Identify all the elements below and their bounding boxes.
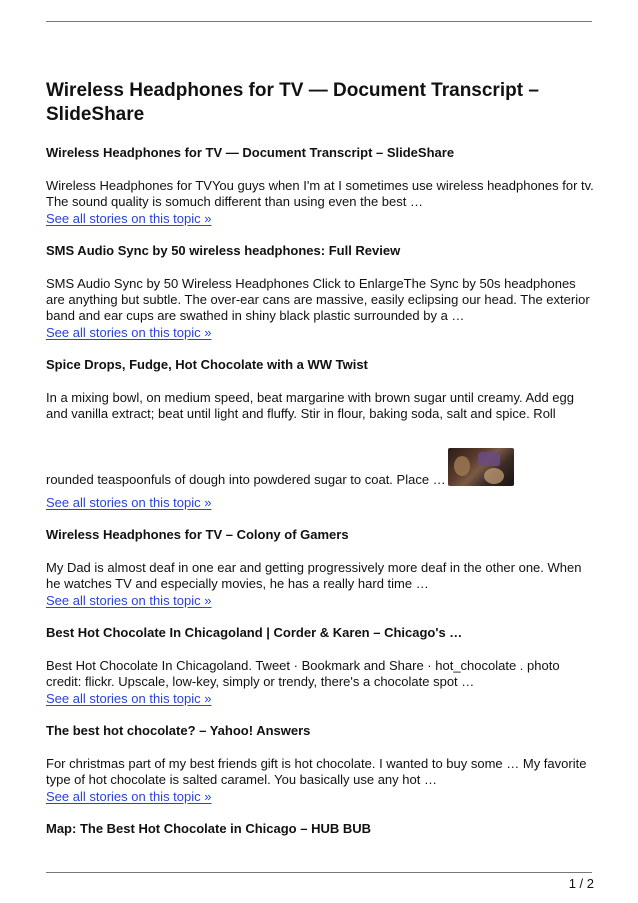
- see-all-stories-link[interactable]: See all stories on this topic »: [46, 593, 212, 608]
- story-heading: Wireless Headphones for TV — Document Transcript – SlideShare: [46, 145, 455, 160]
- see-all-stories-link[interactable]: See all stories on this topic »: [46, 789, 212, 804]
- story-spacer: [46, 422, 594, 448]
- story-thumbnail-image[interactable]: [448, 448, 514, 486]
- story-body: In a mixing bowl, on medium speed, beat margarine with brown sugar until creamy. Add egg and vanilla extract; beat until light and fluffy. Stir in flour, baking soda, salt and spice. Roll: [46, 390, 574, 421]
- story-heading: Spice Drops, Fudge, Hot Chocolate with a WW Twist: [46, 357, 368, 372]
- see-all-stories-link[interactable]: See all stories on this topic »: [46, 325, 212, 340]
- story-body: SMS Audio Sync by 50 Wireless Headphones Click to EnlargeThe Sync by 50s headphones are anything but subtle. The over-ear cans are massive, easily eclipsing our head. The exterior band and ear cups are swathed in shiny black plastic surrounded by a …: [46, 276, 590, 323]
- story-heading: Best Hot Chocolate In Chicagoland | Corder & Karen – Chicago's …: [46, 625, 463, 640]
- story-body: For christmas part of my best friends gift is hot chocolate. I wanted to buy some … My favorite type of hot chocolate is salted caramel. You basically use any hot …: [46, 756, 587, 787]
- story-item: [46, 625, 594, 723]
- story-body-text: rounded teaspoonfuls of dough into powdered sugar to coat. Place …: [46, 472, 446, 487]
- story-item: [46, 243, 594, 357]
- story-item: [46, 723, 594, 821]
- thumb-detail: [478, 452, 500, 466]
- story-spacer: [46, 488, 594, 494]
- story-body: Wireless Headphones for TVYou guys when I'm at I sometimes use wireless headphones for tv. The sound quality is somuch different than using even the best …: [46, 178, 594, 209]
- story-heading: Map: The Best Hot Chocolate in Chicago – HUB BUB: [46, 821, 372, 836]
- story-item: [46, 357, 594, 527]
- story-heading: Wireless Headphones for TV – Colony of Gamers: [46, 527, 349, 542]
- document-content: [46, 79, 594, 854]
- story-body: My Dad is almost deaf in one ear and getting progressively more deaf in the other one. When he watches TV and especially movies, he has a really hard time …: [46, 560, 582, 591]
- footer-rule: [46, 872, 592, 873]
- story-body-continued: [46, 448, 594, 488]
- see-all-stories-link[interactable]: See all stories on this topic »: [46, 495, 212, 510]
- story-item: [46, 145, 594, 243]
- thumb-detail: [454, 456, 470, 476]
- see-all-stories-link[interactable]: See all stories on this topic »: [46, 211, 212, 226]
- header-rule: [46, 21, 592, 22]
- story-item: [46, 527, 594, 625]
- page-number: 1 / 2: [568, 876, 594, 891]
- thumb-detail: [484, 468, 504, 484]
- story-heading: SMS Audio Sync by 50 wireless headphones: Full Review: [46, 243, 401, 258]
- see-all-stories-link[interactable]: See all stories on this topic »: [46, 691, 212, 706]
- story-body: Best Hot Chocolate In Chicagoland. Tweet · Bookmark and Share · hot_chocolate . photo credit: flickr. Upscale, low-key, simply or trendy, there's a chocolate spot …: [46, 658, 560, 689]
- story-heading: The best hot chocolate? – Yahoo! Answers: [46, 723, 311, 738]
- document-title: Wireless Headphones for TV — Document Transcript – SlideShare: [46, 80, 539, 125]
- story-item: [46, 821, 594, 837]
